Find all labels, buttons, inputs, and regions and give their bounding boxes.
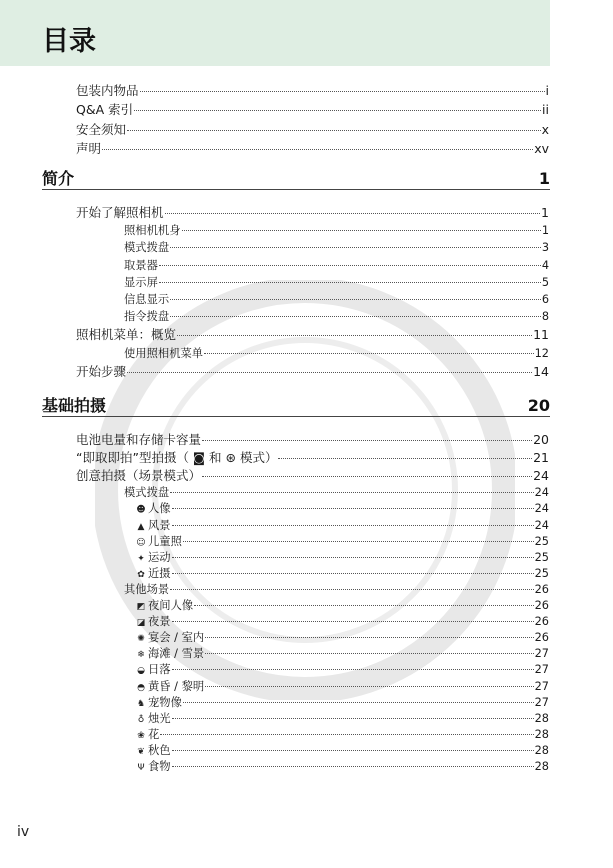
toc-entry-title <box>76 139 101 157</box>
toc-entry-text: 儿童照 <box>148 534 182 548</box>
blossom-icon: ❀ <box>137 730 145 741</box>
toc-entry[interactable] <box>124 239 549 255</box>
dot-leader <box>172 766 534 767</box>
toc-entry-text: 开始步骤 <box>76 363 127 379</box>
dot-leader <box>170 316 541 317</box>
toc-entry-page: x <box>541 121 549 137</box>
toc-entry-page: 27 <box>534 695 549 709</box>
toc-entry-page: i <box>545 83 549 98</box>
section-title: 基础拍摄 <box>42 396 107 415</box>
toc-entry[interactable] <box>76 362 549 380</box>
toc-entry-title <box>76 448 277 466</box>
toc-entry[interactable] <box>136 694 549 710</box>
dot-leader <box>134 110 541 111</box>
dot-leader <box>205 686 533 687</box>
toc-entry[interactable] <box>76 203 549 221</box>
toc-entry-page: 4 <box>541 258 549 272</box>
page-title: 目录 <box>42 26 96 57</box>
page-number: iv <box>17 824 30 840</box>
closeup-icon: ✿ <box>137 569 145 580</box>
toc-entry-text: 电池电量和存储卡容量 <box>76 432 202 447</box>
dot-leader <box>172 525 534 526</box>
sports-icon: ✦ <box>137 553 145 564</box>
sunset-icon: ◒ <box>137 666 145 677</box>
toc-entry-text: 使用照相机菜单 <box>124 346 204 360</box>
toc-entry-title <box>124 274 158 290</box>
toc-entry-title <box>124 308 169 324</box>
dot-leader <box>177 335 532 336</box>
toc-entry-text: 花 <box>148 727 160 741</box>
dot-leader <box>159 265 541 266</box>
toc-entry-title <box>136 661 171 677</box>
dot-leader <box>170 589 533 590</box>
toc-entry-page: 27 <box>534 663 549 677</box>
toc-entry-page: 26 <box>534 631 549 645</box>
header-band <box>0 0 550 66</box>
dot-leader <box>204 353 534 354</box>
toc-entry-page: 27 <box>534 647 549 661</box>
toc-entry-text: 夜间人像 <box>148 599 194 612</box>
toc-entry-text: 日落 <box>148 663 171 677</box>
toc-entry[interactable] <box>124 308 549 324</box>
toc-entry-title <box>76 362 126 380</box>
section-page: 20 <box>527 396 550 415</box>
toc-entry[interactable] <box>124 222 549 238</box>
toc-entry-title <box>136 694 182 710</box>
dot-leader <box>183 702 534 703</box>
toc-entry-page: 21 <box>533 450 549 466</box>
toc-entry-title <box>76 120 126 138</box>
toc-entry-title <box>124 291 169 307</box>
dot-leader <box>127 130 541 131</box>
toc-entry-text: 模式拨盘 <box>124 486 170 500</box>
toc-entry-page: 26 <box>534 615 549 629</box>
toc-entry-text: 指令拨盘 <box>124 310 170 324</box>
dot-leader <box>170 492 533 493</box>
dot-leader <box>172 718 534 719</box>
toc-entry[interactable] <box>76 120 549 138</box>
toc-entry[interactable] <box>76 325 549 343</box>
toc-entry-text: 其他场景 <box>124 582 170 596</box>
toc-entry-page: 28 <box>534 727 549 741</box>
section-heading[interactable] <box>42 166 550 189</box>
toc-entry[interactable] <box>76 430 549 448</box>
toc-entry-text: 安全须知 <box>76 121 127 137</box>
toc-entry[interactable] <box>124 291 549 307</box>
section-page: 1 <box>538 169 550 188</box>
toc-entry-text: 食物 <box>148 760 171 773</box>
toc-entry-title <box>76 81 139 99</box>
toc-entry[interactable] <box>136 597 549 613</box>
toc-entry-page: 25 <box>534 534 549 548</box>
dot-leader <box>205 637 533 638</box>
toc-entry[interactable] <box>76 139 549 157</box>
child-icon: ☺ <box>136 537 146 548</box>
toc-entry[interactable] <box>124 581 549 597</box>
toc-entry-title <box>136 645 204 661</box>
toc-entry-page: 25 <box>534 550 549 564</box>
dot-leader <box>165 213 541 214</box>
night-portrait-icon: ◩ <box>136 602 146 612</box>
toc-entry-text: 人像 <box>148 502 171 516</box>
candlelight-icon: ♁ <box>137 714 145 725</box>
dot-leader <box>183 541 534 542</box>
toc-entry-title <box>124 257 158 273</box>
toc-entry[interactable] <box>136 726 549 742</box>
toc-entry-page: 24 <box>533 468 549 484</box>
toc-entry-page: 5 <box>541 275 549 289</box>
toc-entry-page: 12 <box>534 346 549 360</box>
toc-entry-title <box>124 239 169 255</box>
toc-entry-title <box>136 726 159 742</box>
toc-entry[interactable] <box>124 257 549 273</box>
dot-leader <box>194 605 533 606</box>
dot-leader <box>205 653 533 654</box>
dot-leader <box>202 440 532 441</box>
toc-entry[interactable] <box>76 448 549 466</box>
toc-entry-text: 秋色 <box>148 743 171 757</box>
toc-entry-title <box>76 100 133 118</box>
toc-entry-text: 包装内物品 <box>76 83 139 98</box>
dot-leader <box>160 734 533 735</box>
toc-entry-page: 1 <box>541 224 549 238</box>
toc-entry-text: 宠物像 <box>148 695 182 709</box>
toc-entry-text: 近摄 <box>148 566 171 580</box>
toc-entry[interactable] <box>136 517 549 533</box>
dot-leader <box>172 508 534 509</box>
toc-entry-page: 20 <box>533 432 549 447</box>
toc-entry[interactable] <box>76 466 549 484</box>
toc-entry-title <box>136 597 193 613</box>
toc-entry-title <box>76 325 176 343</box>
toc-entry-page: 28 <box>534 743 549 757</box>
dot-leader <box>170 247 541 248</box>
toc-entry-text: 开始了解照相机 <box>76 205 164 220</box>
section-heading[interactable] <box>42 393 550 416</box>
toc-entry-title <box>76 430 201 448</box>
toc-entry-page: 27 <box>534 679 549 693</box>
toc-entry-title <box>136 549 171 565</box>
toc-entry-title <box>136 710 171 726</box>
dot-leader <box>140 91 545 92</box>
toc-entry-text: 显示屏 <box>124 275 158 289</box>
toc-entry[interactable] <box>76 100 549 118</box>
toc-entry[interactable] <box>136 613 549 629</box>
dot-leader <box>172 621 534 622</box>
toc-entry[interactable] <box>136 533 549 549</box>
toc-entry-page: 24 <box>534 518 549 532</box>
toc-entry-page: 26 <box>534 599 549 612</box>
toc-entry-page: 25 <box>534 566 549 580</box>
toc-entry-text: 声明 <box>76 140 102 156</box>
toc-entry-text: 宴会 / 室内 <box>148 631 205 645</box>
portrait-icon: ☻ <box>136 505 146 516</box>
dot-leader <box>159 282 541 283</box>
toc-entry[interactable] <box>124 484 549 500</box>
toc-entry-page: 11 <box>533 327 549 343</box>
section-title: 简介 <box>42 169 75 188</box>
beach-snow-icon: ❄ <box>137 650 145 661</box>
toc-entry[interactable] <box>76 81 549 99</box>
toc-entry[interactable] <box>124 274 549 290</box>
toc-entry-title <box>76 466 201 484</box>
dot-leader <box>182 230 541 231</box>
toc-entry-title <box>136 500 171 516</box>
toc-entry-text: 取景器 <box>124 258 158 272</box>
dot-leader <box>172 669 534 670</box>
party-icon: ✺ <box>137 634 145 645</box>
dusk-dawn-icon: ◓ <box>137 682 145 693</box>
toc-entry[interactable] <box>136 645 549 661</box>
section-rule <box>42 416 550 417</box>
toc-entry-title <box>136 678 204 694</box>
night-landscape-icon: ◪ <box>136 618 146 629</box>
dot-leader <box>278 458 532 459</box>
toc-entry[interactable] <box>136 629 549 645</box>
toc-entry[interactable] <box>136 742 549 758</box>
toc-entry-text: 风景 <box>148 518 171 532</box>
dot-leader <box>202 476 532 477</box>
toc-entry[interactable] <box>136 500 549 516</box>
toc-entry-page: ii <box>542 102 549 118</box>
toc-entry-title <box>124 222 181 238</box>
toc-entry-text: 运动 <box>148 550 171 564</box>
toc-entry-text: “即取即拍”型拍摄（ ◙ 和 ⊛ 模式） <box>76 450 278 466</box>
dot-leader <box>170 299 541 300</box>
toc-entry-title <box>124 484 169 500</box>
toc-entry-page: 24 <box>534 502 549 516</box>
toc-entry[interactable] <box>136 565 549 581</box>
toc-entry-page: 14 <box>533 363 549 379</box>
toc-entry-title <box>136 533 182 549</box>
toc-entry-page: 6 <box>541 293 549 306</box>
toc-entry-text: Q&A 索引 <box>76 102 134 118</box>
toc-entry-title <box>136 517 171 533</box>
toc-entry[interactable] <box>136 758 549 774</box>
toc-entry-page: 24 <box>534 486 549 500</box>
toc-entry[interactable] <box>136 549 549 565</box>
toc-entry-text: 烛光 <box>148 711 171 725</box>
toc-entry-text: 夜景 <box>148 615 171 629</box>
toc-entry-text: 创意拍摄（场景模式） <box>76 468 202 484</box>
toc-entry-page: 8 <box>541 310 549 324</box>
toc-entry[interactable] <box>136 710 549 726</box>
toc-entry[interactable] <box>124 345 549 361</box>
section-rule <box>42 189 550 190</box>
food-icon: Ψ <box>137 763 145 773</box>
toc-entry-page: 26 <box>534 582 549 596</box>
toc-entry[interactable] <box>136 661 549 677</box>
toc-entry-page: 28 <box>534 711 549 725</box>
toc-entry-text: 照相机菜单：概览 <box>76 327 177 343</box>
toc-entry-page: 1 <box>541 205 549 220</box>
toc-entry-text: 黄昏 / 黎明 <box>148 679 205 693</box>
pet-icon: ♞ <box>136 698 146 709</box>
toc-entry-title <box>136 758 171 774</box>
toc-entry-title <box>76 203 164 221</box>
toc-entry-text: 模式拨盘 <box>124 241 170 255</box>
toc-entry-text: 照相机机身 <box>124 224 181 238</box>
toc-entry[interactable] <box>136 678 549 694</box>
dot-leader <box>172 557 534 558</box>
toc-entry-title <box>136 629 204 645</box>
dot-leader <box>172 573 534 574</box>
toc-entry-title <box>124 581 169 597</box>
dot-leader <box>102 149 533 150</box>
dot-leader <box>172 750 534 751</box>
toc-entry-title <box>136 613 171 629</box>
toc-entry-title <box>136 742 171 758</box>
toc-entry-page: 28 <box>534 760 549 773</box>
toc-entry-title <box>136 565 171 581</box>
toc-entry-page: xv <box>534 140 549 156</box>
toc-entry-page: 3 <box>541 241 549 255</box>
toc-entry-text: 海滩 / 雪景 <box>148 647 205 661</box>
landscape-icon: ▲ <box>137 521 145 532</box>
toc-entry-title <box>124 345 203 361</box>
autumn-icon: ❦ <box>137 746 145 757</box>
toc-entry-text: 信息显示 <box>124 293 170 306</box>
dot-leader <box>127 372 532 373</box>
